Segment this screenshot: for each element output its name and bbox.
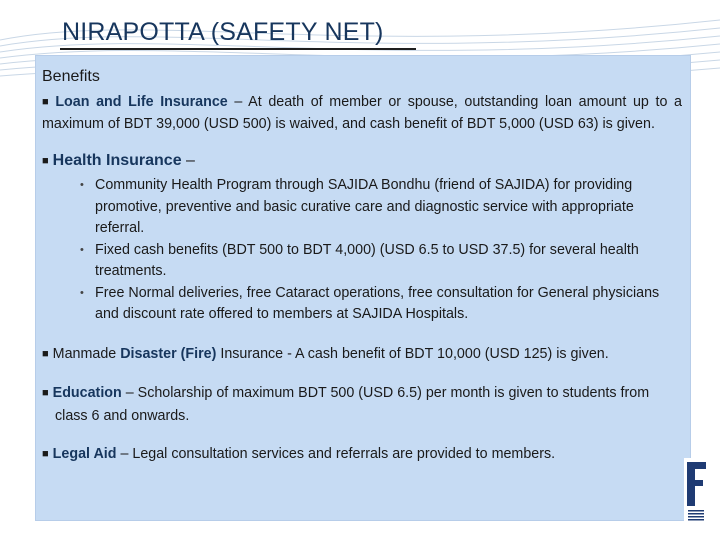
loan-life-insurance-item bbox=[42, 92, 682, 136]
square-bullet-icon: ■ bbox=[42, 448, 49, 460]
disaster-pre: Manmade bbox=[52, 345, 121, 362]
health-heading: Health Insurance bbox=[52, 151, 182, 169]
title-underline bbox=[60, 48, 416, 50]
slide-title: NIRAPOTTA (SAFETY NET) bbox=[62, 18, 384, 46]
legal-heading: Legal Aid bbox=[52, 446, 117, 462]
square-bullet-icon: ■ bbox=[42, 154, 49, 167]
square-bullet-icon: ■ bbox=[42, 95, 52, 108]
loan-text: – At death of member or spouse, outstanding loan amount up to a maximum of BDT 39,000 (USD 500) is waived, and cash benefit of BDT 5,000 (USD 63) is given. bbox=[42, 93, 682, 132]
legal-text: – Legal consultation services and referrals are provided to members. bbox=[116, 446, 556, 462]
square-bullet-icon: ■ bbox=[42, 347, 49, 360]
health-sub-list bbox=[78, 175, 682, 326]
health-sub-item: • Fixed cash benefits (BDT 500 to BDT 4,000) (USD 6.5 to USD 37.5) for several health treatments. bbox=[78, 240, 682, 283]
square-bullet-icon: ■ bbox=[42, 387, 49, 399]
loan-heading: Loan and Life Insurance bbox=[55, 93, 228, 110]
health-insurance-item bbox=[42, 150, 682, 174]
legal-aid-item bbox=[42, 444, 682, 467]
disaster-text: Insurance - A cash benefit of BDT 10,000 (USD 125) is given. bbox=[216, 345, 609, 362]
disaster-insurance-item bbox=[42, 344, 682, 367]
health-sub-item: • Community Health Program through SAJIDA Bondhu (friend of SAJIDA) for providing promotive, preventive and basic curative care and diagnostic service with appropriate referral. bbox=[78, 175, 682, 240]
disaster-heading: Disaster (Fire) bbox=[120, 345, 217, 362]
education-item bbox=[42, 383, 682, 427]
benefits-content bbox=[42, 66, 682, 467]
partner-logo-icon bbox=[684, 458, 708, 524]
benefits-heading: Benefits bbox=[42, 68, 100, 85]
health-dash: – bbox=[181, 151, 195, 169]
education-text: – Scholarship of maximum BDT 500 (USD 6.5) per month is given to students from class 6 and onwards. bbox=[55, 385, 650, 424]
education-heading: Education bbox=[52, 385, 122, 401]
health-sub-item: • Free Normal deliveries, free Cataract operations, free consultation for General physicians and discount rate offered to members at SAJIDA Hospitals. bbox=[78, 283, 682, 326]
